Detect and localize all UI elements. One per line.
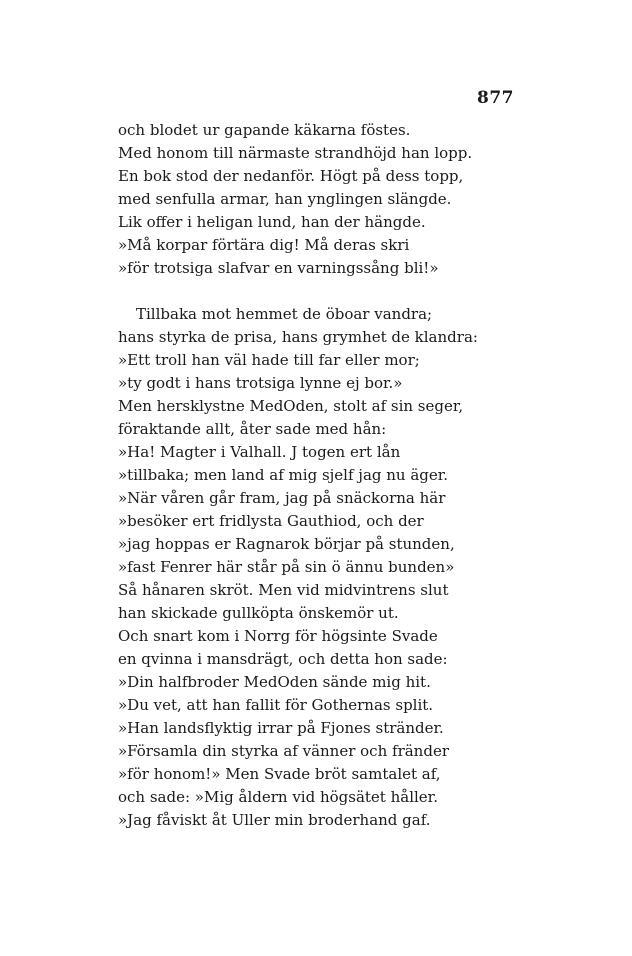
poem-line: »Må korpar förtära dig! Må deras skri bbox=[118, 236, 410, 254]
poem-line: »Ha! Magter i Valhall. J togen ert lån bbox=[118, 443, 401, 461]
poem-line: Så hånaren skröt. Men vid midvintrens slut bbox=[118, 581, 449, 599]
poem-line: Lik offer i heligan lund, han der hängde. bbox=[118, 213, 426, 231]
poem-line: Tillbaka mot hemmet de öboar vandra; bbox=[136, 305, 433, 323]
poem-line: Men hersklystne MedOden, stolt af sin seger, bbox=[118, 397, 464, 415]
poem-line: En bok stod der nedanför. Högt på dess topp, bbox=[118, 167, 464, 185]
poem-line: »tillbaka; men land af mig sjelf jag nu äger. bbox=[118, 466, 449, 484]
stanza-1 bbox=[118, 119, 498, 280]
poem-line: »När våren går fram, jag på snäckorna här bbox=[118, 489, 446, 507]
stanza-2 bbox=[118, 303, 498, 832]
page-number: 877 bbox=[477, 88, 514, 108]
poem-line: Och snart kom i Norrg för högsinte Svade bbox=[118, 627, 438, 645]
poem-line: »för honom!» Men Svade bröt samtalet af, bbox=[118, 765, 441, 783]
poem-line: och blodet ur gapande käkarna föstes. bbox=[118, 121, 411, 139]
poem-line: föraktande allt, åter sade med hån: bbox=[118, 420, 387, 438]
poem-line: »för trotsiga slafvar en varningssång bli!» bbox=[118, 259, 439, 277]
poem-line: »Han landsflyktig irrar på Fjones stränder. bbox=[118, 719, 444, 737]
poem-line: och sade: »Mig åldern vid högsätet håller. bbox=[118, 788, 438, 806]
poem-line: »Din halfbroder MedOden sände mig hit. bbox=[118, 673, 431, 691]
poem-line: med senfulla armar, han ynglingen slängde. bbox=[118, 190, 452, 208]
poem-line: »Församla din styrka af vänner och fränder bbox=[118, 742, 449, 760]
poem-line: »Ett troll han väl hade till far eller mor; bbox=[118, 351, 420, 369]
poem-line: »besöker ert fridlysta Gauthiod, och der bbox=[118, 512, 424, 530]
poem-line: »fast Fenrer här står på sin ö ännu bunden» bbox=[118, 558, 455, 576]
poem-line: Med honom till närmaste strandhöjd han lopp. bbox=[118, 144, 473, 162]
poem-line: »ty godt i hans trotsiga lynne ej bor.» bbox=[118, 374, 403, 392]
poem-line: »Du vet, att han fallit för Gothernas split. bbox=[118, 696, 434, 714]
poem-line: hans styrka de prisa, hans grymhet de klandra: bbox=[118, 328, 478, 346]
poem-line: en qvinna i mansdrägt, och detta hon sade: bbox=[118, 650, 448, 668]
poem-line: »jag hoppas er Ragnarok börjar på stunden, bbox=[118, 535, 455, 553]
poem-line: han skickade gullköpta önskemör ut. bbox=[118, 604, 399, 622]
poem-body bbox=[118, 119, 498, 832]
poem-line: »Jag fåviskt åt Uller min broderhand gaf. bbox=[118, 811, 431, 829]
